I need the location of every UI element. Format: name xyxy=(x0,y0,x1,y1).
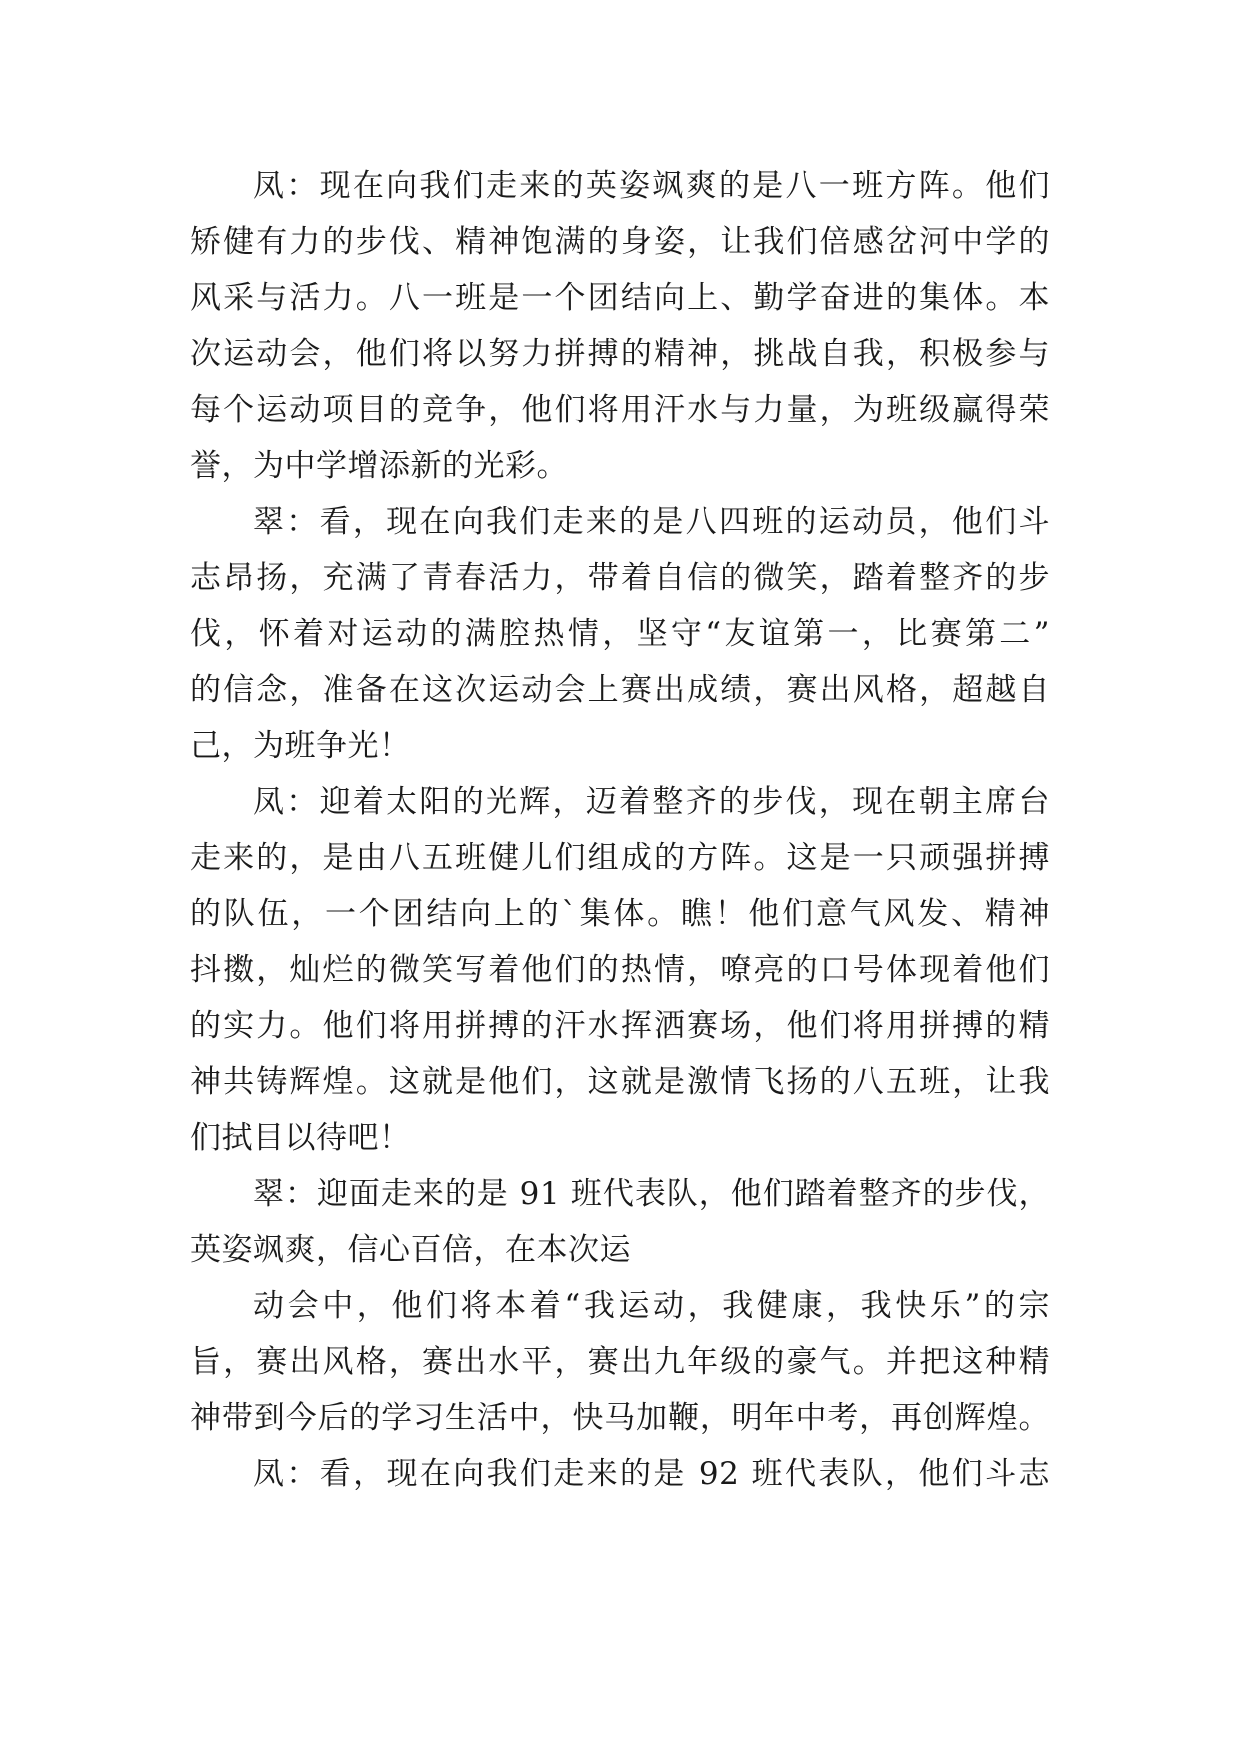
text-line: 们拭目以待吧！ xyxy=(190,1120,411,1156)
text-line: 凤：迎着太阳的光辉，迈着整齐的步伐，现在朝主席台 xyxy=(253,784,1050,820)
text-line: 风采与活力。八一班是一个团结向上、勤学奋进的集体。本 xyxy=(190,280,1050,316)
text-line: 英姿飒爽，信心百倍，在本次运 xyxy=(190,1232,631,1268)
text-line: 凤：看，现在向我们走来的是 92 班代表队，他们斗志 xyxy=(253,1456,1050,1492)
text-line: 矫健有力的步伐、精神饱满的身姿，让我们倍感岔河中学的 xyxy=(190,224,1050,260)
text-line: 凤：现在向我们走来的英姿飒爽的是八一班方阵。他们 xyxy=(253,168,1050,204)
text-line: 翠：迎面走来的是 91 班代表队，他们踏着整齐的步伐， xyxy=(253,1176,1050,1212)
text-line: 志昂扬，充满了青春活力，带着自信的微笑，踏着整齐的步 xyxy=(190,560,1050,596)
text-line: 神带到今后的学习生活中，快马加鞭，明年中考，再创辉煌。 xyxy=(190,1400,1050,1436)
text-line: 翠：看，现在向我们走来的是八四班的运动员，他们斗 xyxy=(253,504,1050,540)
text-line: 神共铸辉煌。这就是他们，这就是激情飞扬的八五班，让我 xyxy=(190,1064,1050,1100)
text-line: 誉，为中学增添新的光彩。 xyxy=(190,448,568,484)
text-line: 的实力。他们将用拼搏的汗水挥洒赛场，他们将用拼搏的精 xyxy=(190,1008,1050,1044)
text-line: 的信念，准备在这次运动会上赛出成绩，赛出风格，超越自 xyxy=(190,672,1050,708)
text-line: 走来的，是由八五班健儿们组成的方阵。这是一只顽强拼搏 xyxy=(190,840,1050,876)
text-line: 己，为班争光！ xyxy=(190,728,411,764)
document-page xyxy=(190,158,1050,1502)
text-line: 抖擞，灿烂的微笑写着他们的热情，嘹亮的口号体现着他们 xyxy=(190,952,1050,988)
text-line: 旨，赛出风格，赛出水平，赛出九年级的豪气。并把这种精 xyxy=(190,1344,1050,1380)
text-line: 伐，怀着对运动的满腔热情，坚守“友谊第一，比赛第二” xyxy=(190,616,1050,652)
text-line: 次运动会，他们将以努力拼搏的精神，挑战自我，积极参与 xyxy=(190,336,1050,372)
text-line: 动会中，他们将本着“我运动，我健康，我快乐”的宗 xyxy=(253,1288,1050,1324)
text-line: 的队伍，一个团结向上的`集体。瞧！他们意气风发、精神 xyxy=(190,896,1050,932)
text-line: 每个运动项目的竞争，他们将用汗水与力量，为班级赢得荣 xyxy=(190,392,1050,428)
